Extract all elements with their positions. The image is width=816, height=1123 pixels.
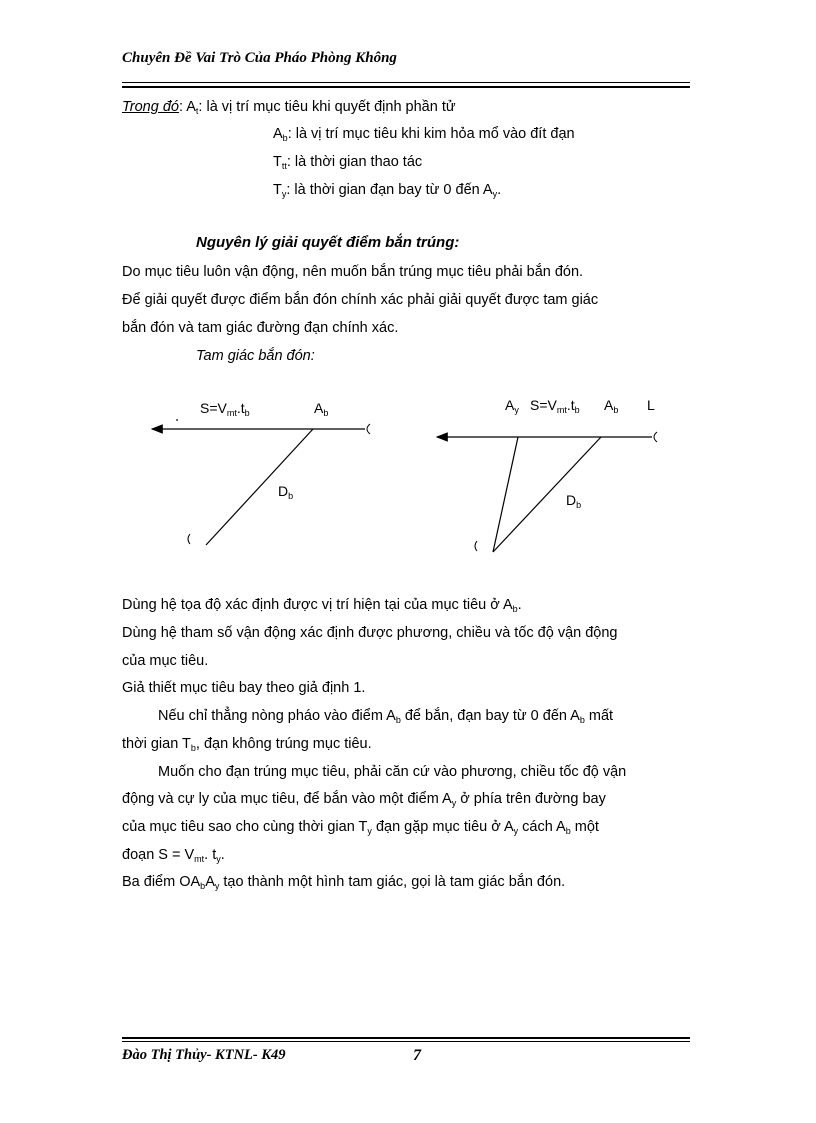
definition-text: : là thời gian đạn bay từ 0 đến A xyxy=(286,182,493,198)
right-ay-label: $A_y$ xyxy=(505,397,519,415)
body-line-9: của mục tiêu sao cho cùng thời gian $T_y$ đạn gặp mục tiêu ở $A_y$ cách $A_b$ một xyxy=(122,819,599,836)
definition-tail-sub: y xyxy=(492,189,498,199)
right-tail-tick xyxy=(654,432,657,442)
left-db-label: $D_b$ xyxy=(278,483,294,501)
footer-rule-thin xyxy=(122,1041,690,1042)
body-line-1: Dùng hệ tọa độ xác định được vị trí hiện tại của mục tiêu ở $A_b$. xyxy=(122,597,522,614)
definition-text: : là vị trí mục tiêu khi kim hỏa mổ vào đít đạn xyxy=(287,126,575,142)
right-ab-label: $A_b$ xyxy=(604,397,619,415)
right-db-label: $D_b$ xyxy=(566,492,582,510)
body-line-7: Muốn cho đạn trúng mục tiêu, phải căn cứ vào phương, chiều tốc độ vận xyxy=(158,764,627,780)
definition-row-1: Trong đó: $A_t$: là vị trí mục tiêu khi quyết định phần tử xyxy=(122,99,456,116)
definition-text: : là thời gian thao tác xyxy=(286,154,423,170)
body-line-2: Dùng hệ tham số vận động xác định được phương, chiều và tốc độ vận động xyxy=(122,625,618,641)
body-line-5: Nếu chỉ thẳng nòng pháo vào điểm $A_b$ để bắn, đạn bay từ 0 đến $A_b$ mất xyxy=(158,708,614,725)
body-line-6: thời gian $T_b$, đạn không trúng mục tiêu. xyxy=(122,736,372,753)
footer-author: Đào Thị Thủy- KTNL- K49 xyxy=(122,1047,286,1063)
left-small-dot xyxy=(176,419,178,421)
left-origin-mark xyxy=(188,534,190,544)
body-line-8: động và cự ly của mục tiêu, để bắn vào một điểm $A_y$ ở phía trên đường bay xyxy=(122,791,606,808)
footer-page-number: 7 xyxy=(413,1047,421,1064)
section-subheading: Tam giác bắn đón: xyxy=(196,348,315,364)
definition-symbol-sub: t xyxy=(195,106,199,116)
section-paragraph-1: Do mục tiêu luôn vận động, nên muốn bắn trúng mục tiêu phải bắn đón. xyxy=(122,264,584,280)
body-line-4: Giả thiết mục tiêu bay theo giả định 1. xyxy=(122,680,366,696)
left-tail-tick xyxy=(367,424,370,434)
definition-symbol: T xyxy=(273,154,282,170)
right-aim-line xyxy=(493,437,518,552)
definition-symbol-sub: b xyxy=(282,133,288,143)
left-s-label: $S=V_{mt}.t_b$ xyxy=(200,400,250,418)
left-distance-line xyxy=(206,429,313,545)
definition-symbol: T xyxy=(273,182,282,198)
section-paragraph-2-line-1: Để giải quyết được điểm bắn đón chính xác phải giải quyết được tam giác xyxy=(122,292,599,308)
definition-symbol-sub: y xyxy=(281,189,287,199)
right-distance-line xyxy=(493,437,601,552)
body-line-3: của mục tiêu. xyxy=(122,653,209,669)
definition-text: : là vị trí mục tiêu khi quyết định phần tử xyxy=(198,99,456,115)
right-origin-mark xyxy=(475,541,477,551)
body-line-11: Ba điểm $OA_bA_y$ tạo thành một hình tam giác, gọi là tam giác bắn đón. xyxy=(122,874,566,891)
footer-rule-thick xyxy=(122,1037,690,1039)
section-paragraph-2-line-2: bắn đón và tam giác đường đạn chính xác. xyxy=(122,320,399,336)
definition-tail: . xyxy=(497,182,502,198)
definition-intro-label: Trong đó xyxy=(122,99,179,115)
definition-symbol-sub: tt xyxy=(281,161,287,171)
definition-symbol: A xyxy=(273,126,283,142)
body-line-10: đoạn $S = V_{mt}$. $t_y$. xyxy=(122,847,225,864)
document-header-title: Chuyên Đề Vai Trò Của Pháo Phòng Không xyxy=(122,50,397,66)
right-s-label: $S=V_{mt}.t_b$ xyxy=(530,397,580,415)
definition-symbol: A xyxy=(186,99,196,115)
left-ab-label: $A_b$ xyxy=(314,400,329,418)
right-l-label: L xyxy=(647,397,655,413)
section-heading: Nguyên lý giải quyết điểm bắn trúng: xyxy=(196,234,460,251)
